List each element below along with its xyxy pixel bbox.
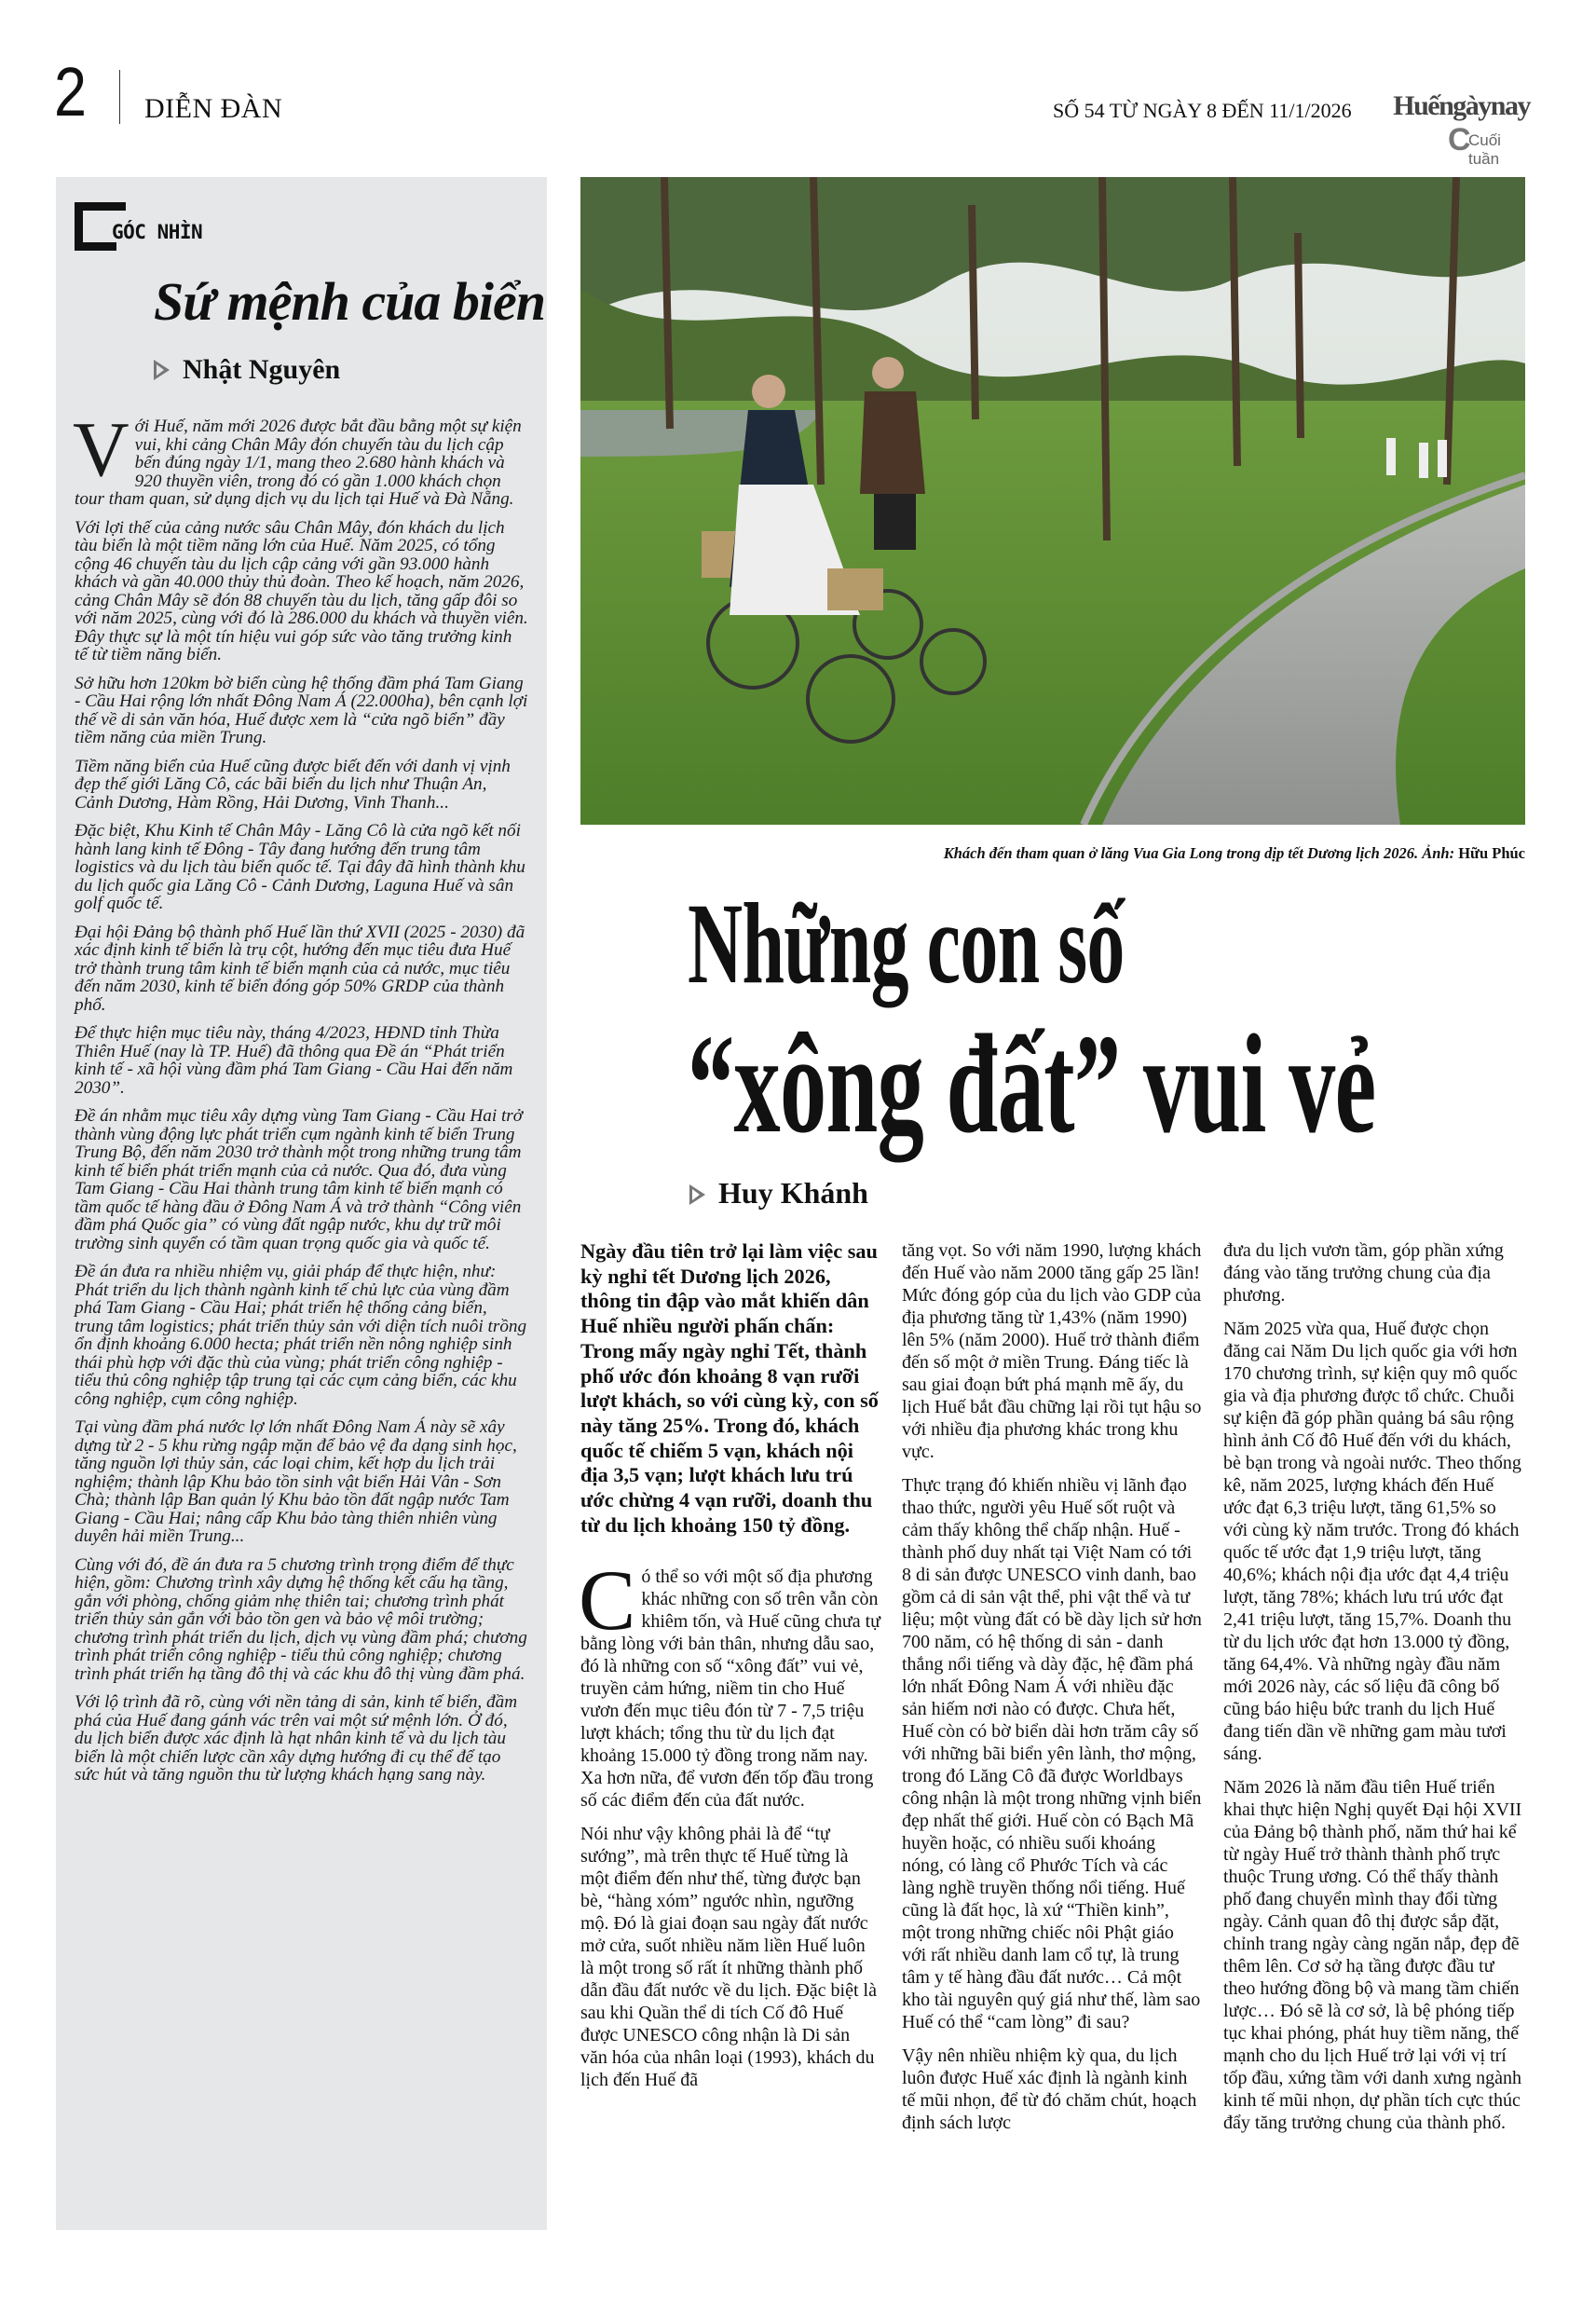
paragraph: Để thực hiện mục tiêu này, tháng 4/2023, HĐND tỉnh Thừa Thiên Huế (nay là TP. Huế) đã thông qua Đề án “Phát triển kinh tế - xã hội vùng đầm phá Tam Giang - Cầu Hai đến năm 2030”. xyxy=(75,1023,513,1098)
page-number: 2 xyxy=(54,53,87,130)
paragraph: đưa du lịch vươn tầm, góp phần xứng đáng vào tăng trưởng chung của địa phương. xyxy=(1223,1240,1504,1306)
paragraph: Năm 2026 là năm đầu tiên Huế triển khai thực hiện Nghị quyết Đại hội XVII của Đảng bộ thành phố, năm thứ hai kể từ ngày Huế trở thành thành phố trực thuộc Trung ương. Có thể thấy thành phố đang chuyển mình thay đổi từng ngày. Cảnh quan đô thị được sắp đặt, chỉnh trang ngày càng ngăn nắp, đẹp đẽ thêm lên. Cơ sở hạ tầng được đầu tư theo hướng đồng bộ và mang tầm chiến lược… Đó sẽ là cơ sở, là bệ phóng tiếp tục khai phóng, phát huy tiềm năng, thế mạnh cho du lịch Huế trở lại với vị trí tốp đầu, xứng tầm với danh xưng ngành kinh tế mũi nhọn, dự phần tích cực thúc đẩy tăng trưởng chung của thành phố. xyxy=(1223,1777,1522,2133)
logo-main: Huếngàynay xyxy=(1393,90,1530,121)
triangle-icon xyxy=(689,1184,705,1205)
section-title: DIỄN ĐÀN xyxy=(144,93,283,124)
publication-logo xyxy=(1381,90,1530,168)
paragraph: Đặc biệt, Khu Kinh tế Chân Mây - Lăng Cô là cửa ngõ kết nối hành lang kinh tế Đông - Tây đang hướng đến trung tâm logistics và du lịch tàu biển quốc tế. Tại đây đã hình thành khu du lịch quốc gia Lăng Cô - Cảnh Dương, Laguna Huế và sân golf quốc tế. xyxy=(75,821,525,913)
paragraph: Vậy nên nhiều nhiệm kỳ qua, du lịch luôn được Huế xác định là ngành kinh tế mũi nhọn, để từ đó chăm chút, hoạch định sách lược xyxy=(902,2045,1197,2133)
paragraph: Thực trạng đó khiến nhiều vị lãnh đạo thao thức, người yêu Huế sốt ruột và cảm thấy không thể chấp nhận. Huế - thành phố duy nhất tại Việt Nam có tới 8 di sản được UNESCO vinh danh, bao gồm cả di sản vật thể, phi vật thể và tư liệu; một vùng đất có bề dày lịch sử hơn 700 năm, có hệ thống di sản - danh thắng nổi tiếng và dày đặc, hệ đầm phá lớn nhất Đông Nam Á với nhiều đặc sản hiếm nơi nào có được. Chưa hết, Huế còn có bờ biển dài hơn trăm cây số với những bãi biển yên lành, thơ mộng, trong đó Lăng Cô đã được Worldbays công nhận là một trong những vịnh biển đẹp nhất thế giới. Huế còn có Bạch Mã huyền hoặc, có nhiều suối khoáng nóng, có làng cổ Phước Tích và các làng nghề truyền thống nổi tiếng. Huế cũng là đất học, là xứ “Thiền kinh”, một trong những chiếc nôi Phật giáo với rất nhiều danh lam cổ tự, là trung tâm y tế hàng đầu đất nước… Cả một kho tài nguyên quý giá như thế, làm sao Huế có thể “cam lòng” đi sau? xyxy=(902,1475,1202,2032)
paragraph xyxy=(73,406,528,509)
paragraph: tăng vọt. So với năm 1990, lượng khách đến Huế vào năm 2000 tăng gấp 25 lần! Mức đóng góp của du lịch vào GDP của địa phương tăng từ 1,43% (năm 1990) lên 5% (năm 2000). Huế trở thành điểm đến số một ở miền Trung. Đáng tiếc là sau giai đoạn bứt phá mạnh mẽ ấy, du lịch Huế bắt đầu chững lại rồi tụt hậu so với nhiều địa phương khác trong khu vực. xyxy=(902,1240,1202,1462)
paragraph: Sở hữu hơn 120km bờ biển cùng hệ thống đầm phá Tam Giang - Cầu Hai rộng lớn nhất Đông Nam Á (22.000ha), bên cạnh lợi thế về di sản văn hóa, Huế được xem là “cửa ngõ biển” đầy tiềm năng của miền Trung. xyxy=(75,673,528,747)
sidebar-body xyxy=(73,406,528,1795)
header-divider xyxy=(119,70,120,124)
paragraph: Đại hội Đảng bộ thành phố Huế lần thứ XVII (2025 - 2030) đã xác định kinh tế biển là trụ cột, hướng đến mục tiêu đưa Huế trở thành trung tâm kinh tế biển mạnh của cả nước, mục tiêu đến năm 2030, kinh tế biển đóng góp 50% GRDP của thành phố. xyxy=(75,922,525,1015)
paragraph: Tiềm năng biển của Huế cũng được biết đến với danh vị vịnh đẹp thế giới Lăng Cô, các bãi biển du lịch như Thuận An, Cảnh Dương, Hàm Rồng, Hải Dương, Vinh Thanh... xyxy=(75,756,511,813)
sidebar-opinion-box xyxy=(56,177,547,2230)
paragraph xyxy=(579,1553,880,1812)
paragraph: Đề án nhằm mục tiêu xây dựng vùng Tam Giang - Cầu Hai trở thành vùng động lực phát triển cụm ngành kinh tế biển Trung Trung Bộ, đến năm 2030 trở thành một trong những trung tâm kinh tế biển phát triển mạnh của cả nước. Qua đó, đưa vùng Tam Giang - Cầu Hai thành trung tâm kinh tế biển mạnh có tầm quốc tế hàng đầu ở Đông Nam Á và trở thành “Công viên đầm phá Quốc gia” có vùng đất ngập nước, khu dự trữ môi trường sinh quyển có tầm quan trọng quốc gia và quốc tế. xyxy=(75,1106,523,1253)
paragraph: Với lợi thế của cảng nước sâu Chân Mây, đón khách du lịch tàu biển là một tiềm năng lớn của Huế. Năm 2025, có tổng cộng 46 chuyến tàu du lịch cập cảng với gần 93.000 hành khách và gần 40.000 thủy thủ đoàn. Theo kế hoạch, năm 2026, cảng Chân Mây sẽ đón 88 chuyến tàu du lịch, tăng gấp đôi so với năm 2025, cùng với đó là 286.000 du khách và thuyền viên. Đây thực sự là một tín hiệu vui góp sức vào tăng trưởng kinh tế từ tiềm năng biển. xyxy=(75,517,528,664)
drop-cap: C xyxy=(579,1553,636,1648)
article-author: Huy Khánh xyxy=(718,1176,868,1210)
article-column-1 xyxy=(580,1239,880,2102)
headline-line-1: Những con số xyxy=(688,880,1125,1007)
caption-text: Khách đến tham quan ở lăng Vua Gia Long trong dịp tết Dương lịch 2026. Ảnh: xyxy=(943,844,1455,862)
photo-credit: Hữu Phúc xyxy=(1458,844,1525,862)
column-label-text: GÓC NHÌN xyxy=(112,221,203,243)
article-column-2 xyxy=(902,1239,1202,2145)
photo-caption xyxy=(580,844,1525,863)
paragraph-text: ó thể so với một số địa phương khác những con số trên vẫn còn khiêm tốn, và Huế cũng chưa tự bằng lòng với bản thân, nhưng dẫu sao, đó là những con số “xông đất” vui vẻ, truyền cảm hứng, niềm tin cho Huế vươn đến mục tiêu đón từ 7 - 7,5 triệu lượt khách; tổng thu từ du lịch đạt khoảng 15.000 tỷ đồng trong năm nay. Xa hơn nữa, để vươn đến tốp đầu trong số các điểm đến của đất nước. xyxy=(580,1566,880,1812)
paragraph: Với lộ trình đã rõ, cùng với nền tảng di sản, kinh tế biển, đầm phá của Huế đang gánh vác trên vai một sứ mệnh lớn. Ở đó, du lịch biển được xác định là hạt nhân kinh tế và du lịch tàu biển là một chiến lược cần xây dựng hướng đi cụ thể để tạo sức hút và tăng nguồn thu từ lượng khách hạng sang này. xyxy=(75,1692,518,1785)
article-column-3 xyxy=(1223,1239,1523,2145)
paragraph: Nói như vậy không phải là để “tự sướng”, mà trên thực tế Huế từng là một điểm đến như thế, từng được bạn bè, “hàng xóm” ngước nhìn, ngưỡng mộ. Đó là giai đoạn sau ngày đất nước mở cửa, suốt nhiều năm liền Huế luôn là một trong số rất ít những thành phố dẫn đầu đất nước về du lịch. Đặc biệt là sau khi Quần thể di tích Cố đô Huế được UNESCO công nhận là Di sản văn hóa của nhân loại (1993), khách du lịch đến Huế đã xyxy=(580,1824,877,2091)
logo-c-mark: C xyxy=(1448,122,1471,157)
drop-cap: V xyxy=(73,406,130,493)
paragraph: Đề án đưa ra nhiều nhiệm vụ, giải pháp để thực hiện, như: Phát triển du lịch thành ngành kinh tế chủ lực của vùng đầm phá Tam Giang - Cầu Hai; phát triển hệ thống cảng biển, trung tâm logistics; phát triển thủy sản với diện tích nuôi trồng ổn định khoảng 6.000 hecta; phát triển nền nông nghiệp sinh thái phù hợp với đặc thù của vùng; phát triển công nghiệp - tiểu thủ công nghiệp tập trung tại các cụm cảng biển, các khu công nghiệp, cụm công nghiệp. xyxy=(75,1262,527,1409)
article-lead: Ngày đầu tiên trở lại làm việc sau kỳ nghỉ tết Dương lịch 2026, thông tin đập vào mắt khiến dân Huế nhiều người phấn chấn: Trong mấy ngày nghỉ Tết, thành phố ước đón khoảng 8 vạn rưỡi lượt khách, so với cùng kỳ, con số này tăng 25%. Trong đó, khách quốc tế chiếm 5 vạn, khách nội địa 3,5 vạn; lượt khách lưu trú ước chừng 4 vạn rưỡi, doanh thu từ du lịch khoảng 150 tỷ đồng. xyxy=(580,1239,879,1537)
paragraph: Cùng với đó, đề án đưa ra 5 chương trình trọng điểm để thực hiện, gồm: Chương trình xây dựng hệ thống kết cấu hạ tầng, gắn với phòng, chống giảm nhẹ thiên tai; chương trình phát triển thủy sản gắn với bảo tồn gen và bảo vệ môi trường; chương trình phát triển du lịch, dịch vụ vùng đầm phá; chương trình phát triển công nghiệp - tiểu thủ công nghiệp; chương trình phát triển hạ tầng đô thị và các khu đô thị vùng đầm phá. xyxy=(75,1554,527,1684)
triangle-icon xyxy=(154,360,170,380)
paragraph-text: ới Huế, năm mới 2026 được bắt đầu bằng một sự kiện vui, khi cảng Chân Mây đón chuyến tàu du lịch cập bến đúng ngày 1/1, mang theo 2.680 hành khách và 920 thuyền viên, trong đó có gần 1.000 khách chọn tour tham quan, sử dụng dịch vụ du lịch tại Huế và Đà Nẵng. xyxy=(75,417,522,509)
article-byline xyxy=(689,1176,868,1211)
sidebar-title: Sứ mệnh của biển xyxy=(154,271,545,332)
bracket-icon xyxy=(75,202,116,251)
paragraph: Tại vùng đầm phá nước lợ lớn nhất Đông Nam Á này sẽ xây dựng từ 2 - 5 khu rừng ngập mặn để bảo vệ đa dạng sinh học, tăng nguồn lợi thủy sản, các loại chim, kết hợp du lịch trải nghiệm; thành lập Khu bảo tồn sinh vật biển Hải Vân - Sơn Chà; thành lập Ban quản lý Khu bảo tồn đất ngập nước Tam Giang - Cầu Hai; nâng cấp Khu bảo tàng thiên nhiên vùng duyên hải miền Trung... xyxy=(75,1417,517,1546)
sidebar-byline xyxy=(154,354,340,386)
headline-line-2: “xông đất” vui vẻ xyxy=(688,1006,1376,1162)
logo-sub: Cuối tuần xyxy=(1468,131,1501,168)
paragraph: Năm 2025 vừa qua, Huế được chọn đăng cai Năm Du lịch quốc gia với hơn 170 chương trình, sự kiện quy mô quốc gia và địa phương được tổ chức. Chuỗi sự kiện đã góp phần quảng bá sâu rộng hình ảnh Cố đô Huế đến với du khách, bè bạn trong và ngoài nước. Theo thống kê, năm 2025, lượng khách đến Huế ước đạt 6,3 triệu lượt, tăng 61,5% so với cùng kỳ năm trước. Trong đó khách quốc tế ước đạt 1,9 triệu lượt, tăng 40,6%; khách nội địa ước đạt 4,4 triệu lượt, tăng 78%; khách lưu trú ước đạt 2,41 triệu lượt, tăng 15,7%. Doanh thu từ du lịch ước đạt hơn 13.000 tỷ đồng, tăng 64,4%. Và những ngày đầu năm mới 2026 này, các số liệu đã công bố cũng báo hiệu bức tranh du lịch Huế đang tiến dần về những gam màu tươi sáng. xyxy=(1223,1319,1521,1764)
sidebar-author: Nhật Nguyên xyxy=(183,354,341,385)
article-photo xyxy=(580,177,1525,825)
photo-scene xyxy=(580,177,1525,825)
issue-info: SỐ 54 TỪ NGÀY 8 ĐẾN 11/1/2026 xyxy=(1053,99,1352,122)
